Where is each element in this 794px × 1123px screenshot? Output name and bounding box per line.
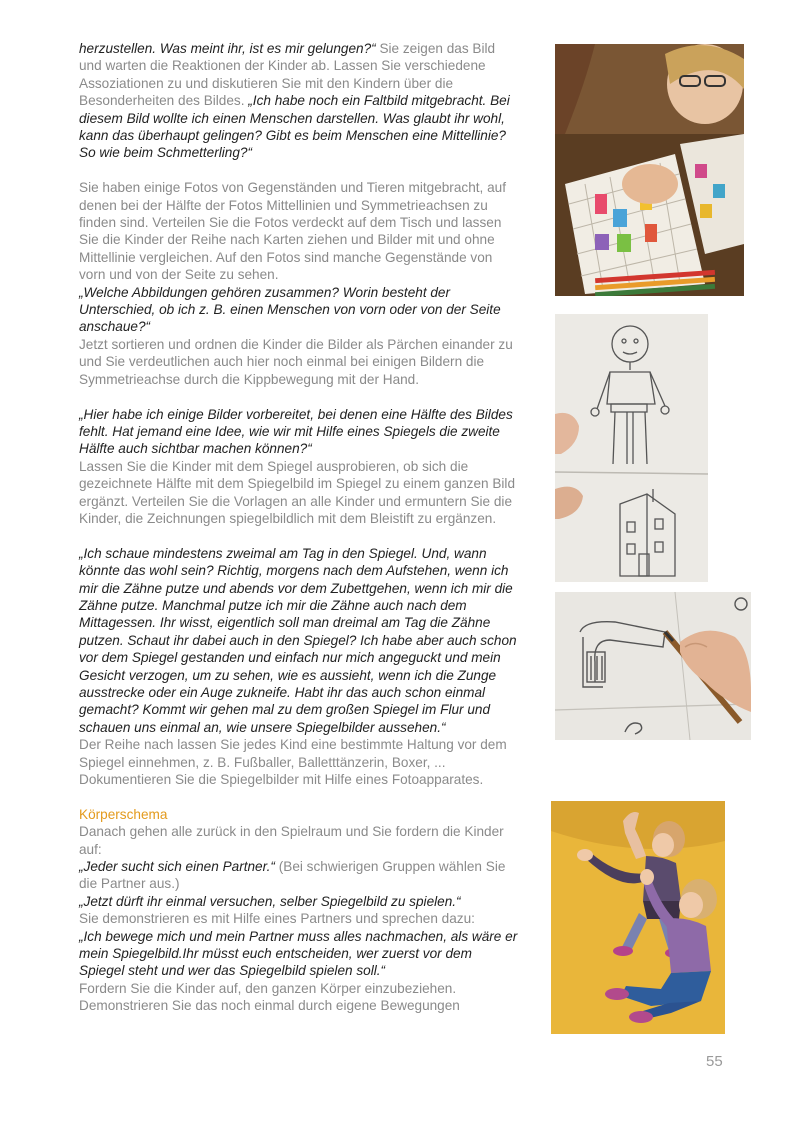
- photo-child-grid-worksheet-image: [555, 44, 744, 296]
- quote-text: „Jeder sucht sich einen Partner.“: [79, 859, 275, 875]
- paragraph: [79, 736, 519, 788]
- paragraph: [79, 40, 519, 162]
- paragraph: [79, 858, 519, 893]
- quote-text: „Ich bewege mich und mein Partner muss alles nachmachen, als wäre er mein Spiegelbild.Ihr müsst euch entscheiden, wer zuerst vor dem Spiegel steht und wer das Spiegelbild spielen soll.“: [79, 928, 518, 979]
- paragraph: [79, 980, 519, 1015]
- quote-text: „Welche Abbildungen gehören zusammen? Worin besteht der Unterschied, ob ich z. B. einen Menschen von vorn oder von der Seite anschaue?“: [79, 284, 501, 335]
- body-text: Sie zeigen das Bild und warten die Reaktionen der Kinder ab. Lassen Sie verschiedene Assoziationen zu und diskutieren Sie mit den Kindern über die Besonderheiten des Bildes.: [79, 41, 496, 109]
- quote-text: „Hier habe ich einige Bilder vorbereitet, bei denen eine Hälfte des Bildes fehlt. Hat jemand eine Idee, wie wir mit Hilfe eines Spiegels die zweite Hälfte auch sichtbar machen können?“: [79, 406, 513, 457]
- paragraph-gap: [79, 788, 519, 805]
- paragraph-gap: [79, 162, 519, 179]
- body-text: (Bei schwierigen Gruppen wählen Sie die Partner aus.): [79, 859, 506, 892]
- paragraph-gap: [79, 527, 519, 544]
- paragraph: [79, 284, 519, 336]
- body-text: Lassen Sie die Kinder mit dem Spiegel ausprobieren, ob sich die gezeichnete Hälfte mit dem Spiegelbild im Spiegel zu einem ganzen Bild ergänzt. Verteilen Sie die Vorlagen an alle Kinder und ermuntern Sie die Kinder, die Zeichnungen spiegelbildlich mit dem Bleistift zu ergänzen.: [79, 458, 516, 526]
- paragraph: [79, 823, 519, 858]
- paragraph: [79, 893, 519, 910]
- body-text: Danach gehen alle zurück in den Spielraum und Sie fordern die Kinder auf:: [79, 824, 504, 857]
- section-heading: Körperschema: [79, 806, 168, 822]
- photo-child-drawing-bench-image: [555, 592, 751, 740]
- paragraph: [79, 406, 519, 458]
- body-text: Fordern Sie die Kinder auf, den ganzen Körper einzubeziehen. Demonstrieren Sie das noch einmal durch eigene Bewegungen: [79, 980, 460, 1014]
- body-text: Jetzt sortieren und ordnen die Kinder die Bilder als Pärchen einander zu und Sie verdeutlichen auch hier noch einmal bei einigen Bildern die Symmetrieachse durch die Kippbewegung mit der Hand.: [79, 336, 513, 387]
- photo-girls-mirror-pose: [551, 801, 725, 1034]
- body-text: Der Reihe nach lassen Sie jedes Kind eine bestimmte Haltung vor dem Spiegel einnehmen, z. B. Fußballer, Balletttänzerin, Boxer, ... Dokumentieren Sie die Spiegelbilder mit Hilfe eines Fotoapparates.: [79, 737, 507, 788]
- paragraph: [79, 928, 519, 980]
- paragraph-gap: [79, 388, 519, 405]
- body-text: Sie haben einige Fotos von Gegenständen und Tieren mitgebracht, auf denen bei der Hälfte der Fotos Mittellinien und Symmetrieachsen zu finden sind. Verteilen Sie die Fotos verdeckt auf dem Tisch und lassen Sie die Kinder der Reihe nach Karten ziehen und Bilder mit und ohne Mittellinie vergleichen. Auf den Fotos sind manche Gegenstände von vorn und von der Seite zu sehen.: [79, 180, 506, 283]
- body-text: Sie demonstrieren es mit Hilfe eines Partners und sprechen dazu:: [79, 911, 475, 927]
- paragraph: [79, 806, 519, 823]
- text-column: [79, 40, 519, 1015]
- photo-child-grid-worksheet: [555, 44, 744, 296]
- paragraph: [79, 179, 519, 283]
- quote-text: „Jetzt dürft ihr einmal versuchen, selber Spiegelbild zu spielen.“: [79, 893, 461, 909]
- quote-text: „Ich habe noch ein Faltbild mitgebracht. Bei diesem Bild wollte ich einen Menschen darstellen. Was glaubt ihr wohl, kann das überhaupt gelingen? Gibt es beim Menschen eine Mittellinie? So wie beim Schmetterling?“: [79, 93, 510, 161]
- photo-half-drawing-man-house: [555, 314, 708, 582]
- photo-half-drawing-man-house-image: [555, 314, 708, 582]
- photo-girls-mirror-pose-image: [551, 801, 725, 1034]
- photo-child-drawing-bench: [555, 592, 751, 740]
- paragraph: [79, 545, 519, 736]
- paragraph: [79, 910, 519, 927]
- quote-text: herzustellen. Was meint ihr, ist es mir gelungen?“: [79, 41, 376, 56]
- page-number: 55: [706, 1053, 723, 1070]
- paragraph: [79, 336, 519, 388]
- quote-text: „Ich schaue mindestens zweimal am Tag in den Spiegel. Und, wann könnte das wohl sein? Richtig, morgens nach dem Aufstehen, wenn ich mir die Zähne putze und abends vor dem Zubettgehen, wenn ich mir die Zähne putze. Manchmal putze ich mir die Zähne auch nach dem Mittagessen. Ihr wisst, eigentlich soll man dreimal am Tag die Zähne putzen. Schaut ihr dabei auch in den Spiegel? Ich habe aber auch schon vor dem Spiegel gestanden und einfach nur mich angeguckt und mein Gesicht verzogen, um zu sehen, wie es aussieht, wenn ich die Zunge ausstrecke oder ein Auge zukneife. Habt ihr das auch schon einmal gemacht? Kommt wir gehen mal zu dem großen Spiegel im Flur und schauen uns einmal an, wie unsere Spiegelbilder aussehen.“: [79, 545, 517, 735]
- paragraph: [79, 458, 519, 528]
